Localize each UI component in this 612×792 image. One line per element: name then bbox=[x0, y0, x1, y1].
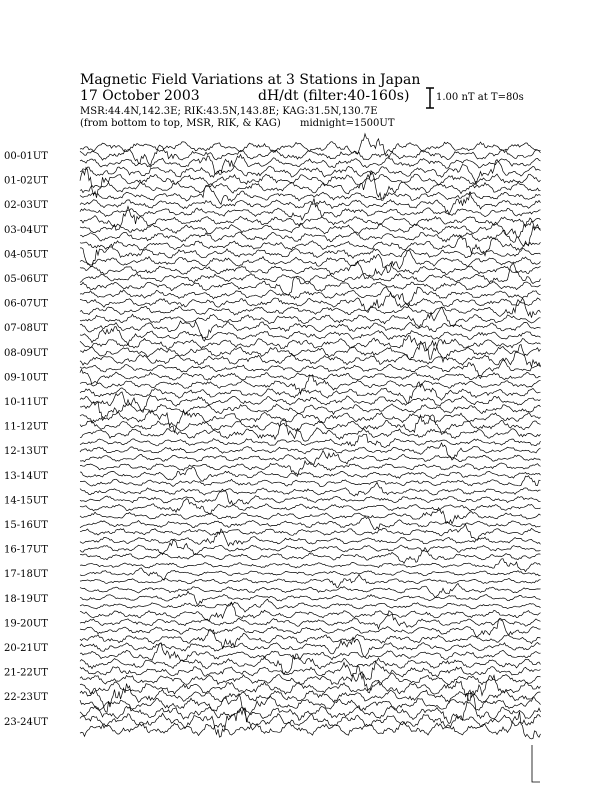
trace-tail bbox=[532, 745, 540, 782]
row-label: 04-05UT bbox=[4, 249, 48, 261]
trace-msr bbox=[80, 712, 541, 739]
filter-label: dH/dt (filter:40-160s) bbox=[258, 88, 410, 104]
trace-kag bbox=[80, 434, 541, 447]
row-label: 13-14UT bbox=[4, 470, 48, 482]
row-label: 03-04UT bbox=[4, 224, 48, 236]
scale-bar bbox=[426, 88, 434, 108]
row-label: 22-23UT bbox=[4, 692, 48, 704]
trace-msr bbox=[80, 375, 541, 394]
trace-rik bbox=[80, 661, 541, 681]
row-label: 21-22UT bbox=[4, 667, 48, 679]
row-label: 19-20UT bbox=[4, 618, 48, 630]
scale-bar-label: 1.00 nT at T=80s bbox=[436, 92, 524, 103]
row-label: 18-19UT bbox=[4, 593, 48, 605]
chart-date: 17 October 2003 bbox=[80, 88, 200, 104]
trace-rik bbox=[80, 568, 541, 580]
trace-msr bbox=[80, 451, 541, 465]
row-label: 10-11UT bbox=[4, 397, 48, 408]
row-label: 12-13UT bbox=[4, 446, 48, 458]
trace-msr bbox=[80, 476, 541, 487]
row-label: 00-01UT bbox=[4, 151, 48, 162]
trace-kag bbox=[80, 559, 541, 572]
row-label: 01-02UT bbox=[4, 175, 48, 187]
row-label: 05-06UT bbox=[4, 274, 48, 285]
trace-kag bbox=[80, 690, 541, 723]
trace-rik bbox=[80, 591, 541, 604]
row-label: 15-16UT bbox=[4, 520, 48, 531]
row-label: 23-24UT bbox=[4, 716, 48, 728]
row-label: 14-15UT bbox=[4, 495, 48, 507]
trace-rik bbox=[80, 145, 541, 165]
trace-kag bbox=[80, 654, 541, 675]
station-order-note: (from bottom to top, MSR, RIK, & KAG) bbox=[80, 118, 281, 129]
trace-msr bbox=[80, 524, 541, 540]
row-label: 16-17UT bbox=[4, 544, 48, 556]
row-label: 02-03UT bbox=[4, 200, 48, 212]
trace-kag bbox=[80, 134, 541, 158]
trace-rik bbox=[80, 415, 541, 435]
station-coordinates: MSR:44.4N,142.3E; RIK:43.5N,143.8E; KAG:31.5N,130.7E bbox=[80, 106, 378, 117]
trace-msr bbox=[80, 574, 541, 587]
row-label: 07-08UT bbox=[4, 323, 48, 335]
trace-rik bbox=[80, 369, 541, 386]
trace-kag bbox=[80, 261, 541, 278]
row-label: 11-12UT bbox=[4, 421, 48, 433]
row-label: 17-18UT bbox=[4, 569, 48, 581]
trace-rik bbox=[80, 293, 541, 313]
trace-rik bbox=[80, 321, 541, 341]
trace-kag bbox=[80, 482, 541, 496]
midnight-note: midnight=1500UT bbox=[300, 118, 395, 129]
trace-msr bbox=[80, 298, 541, 318]
trace-msr bbox=[80, 171, 541, 201]
trace-msr bbox=[80, 277, 541, 296]
row-label: 20-21UT bbox=[4, 643, 48, 654]
chart-title: Magnetic Field Variations at 3 Stations in Japan bbox=[80, 72, 421, 88]
trace-kag bbox=[80, 410, 541, 432]
trace-rik bbox=[80, 489, 541, 505]
row-label: 08-09UT bbox=[4, 347, 48, 359]
trace-rik bbox=[80, 611, 541, 629]
trace-msr bbox=[80, 225, 541, 247]
trace-msr bbox=[80, 618, 541, 637]
row-label: 09-10UT bbox=[4, 372, 48, 384]
row-label: 06-07UT bbox=[4, 298, 48, 310]
trace-msr bbox=[80, 599, 541, 612]
trace-rik bbox=[80, 218, 541, 237]
trace-msr bbox=[80, 419, 541, 442]
trace-kag bbox=[80, 583, 541, 597]
trace-rik bbox=[80, 540, 541, 555]
